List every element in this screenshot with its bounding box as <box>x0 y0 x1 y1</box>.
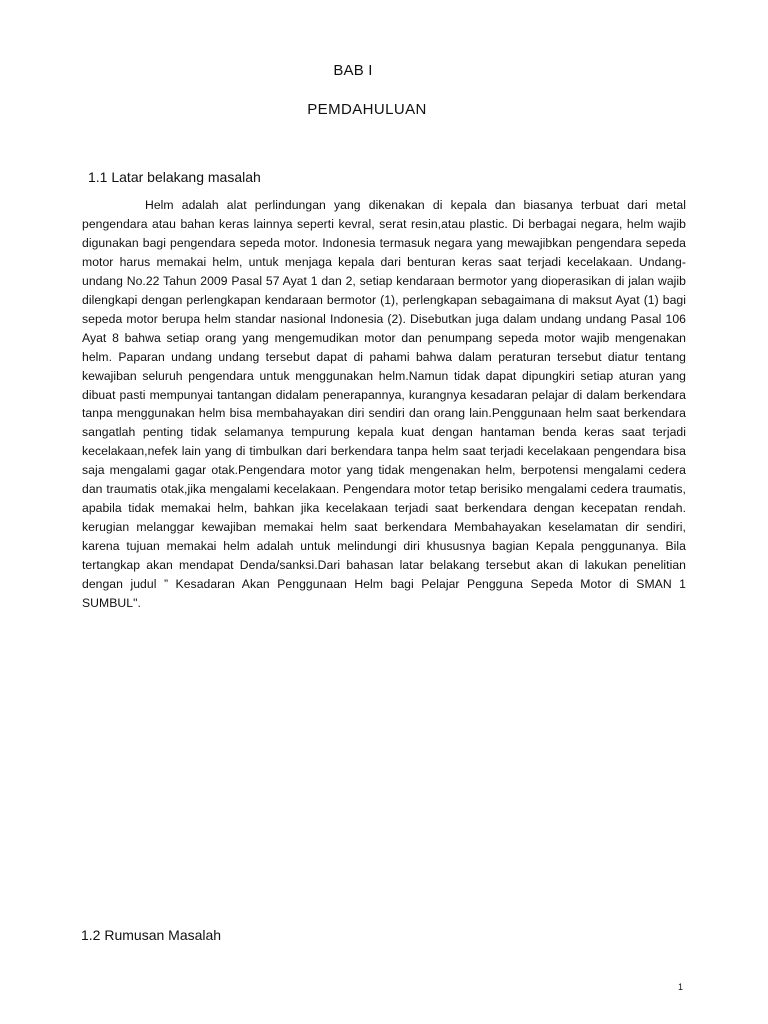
section-heading-rumusan-masalah: 1.2 Rumusan Masalah <box>81 927 222 943</box>
chapter-label: BAB I <box>333 62 373 79</box>
body-paragraph-latar-belakang: Helm adalah alat perlindungan yang dikenakan di kepala dan biasanya terbuat dari metal pengendara atau bahan keras lainnya seperti kevral, serat resin,atau plastic. Di berbagai negara, helm wajib digunakan bagi pengendara sepeda motor. Indonesia termasuk negara yang mewajibkan pengendara sepeda motor harus memakai helm, untuk menjaga kepala dari benturan keras saat terjadi kecelakaan. Undang-undang No.22 Tahun 2009 Pasal 57 Ayat 1 dan 2, setiap kendaraan bermotor yang dioperasikan di jalan wajib dilengkapi dengan perlengkapan kendaraan bermotor (1), perlengkapan sebagaimana di maksut Ayat (1) bagi sepeda motor berupa helm standar nasional Indonesia (2). Disebutkan juga dalam undang undang Pasal 106 Ayat 8 bahwa setiap orang yang mengemudikan motor dan penumpang sepeda motor wajib mengenakan helm. Paparan undang undang tersebut dapat di pahami bahwa dalam peraturan tersebut diatur tentang kewajiban seluruh pengendara untuk menggunakan helm.Namun tidak dapat dipungkiri setiap aturan yang dibuat pasti mempunyai tantangan didalam penerapannya, kurangnya kesadaran pelajar di dalam berkendara tanpa menggunakan helm bisa membahayakan diri sendiri dan orang lain.Penggunaan helm saat berkendara sangatlah penting tidak selamanya tempurung kepala kuat dengan hantaman benda keras saat terjadi kecelakaan,nefek lain yang di timbulkan dari berkendara tanpa helm saat terjadi kecelakaan pengendara bisa saja mengalami gagar otak.Pengendara motor yang tidak mengenakan helm, berpotensi mengalami cedera dan traumatis otak,jika mengalami kecelakaan. Pengendara motor tetap berisiko mengalami cedera traumatis, apabila tidak memakai helm, bahkan jika kecelakaan terjadi saat berkendara dengan kecepatan rendah. kerugian melanggar kewajiban memakai helm saat berkendara Membahayakan keselamatan dir sendiri, karena tujuan memakai helm adalah untuk melindungi diri khususnya bagian Kepala penggunanya. Bila tertangkap akan mendapat Denda/sanksi.Dari bahasan latar belakang tersebut akan di lakukan penelitian dengan judul ” Kesadaran Akan Penggunaan Helm bagi Pelajar Pengguna Sepeda Motor di SMAN 1 SUMBUL". <box>82 198 686 611</box>
page-number: 1 <box>678 982 684 992</box>
section-heading-latar-belakang: 1.1 Latar belakang masalah <box>88 169 261 185</box>
chapter-title: PEMDAHULUAN <box>307 101 427 118</box>
